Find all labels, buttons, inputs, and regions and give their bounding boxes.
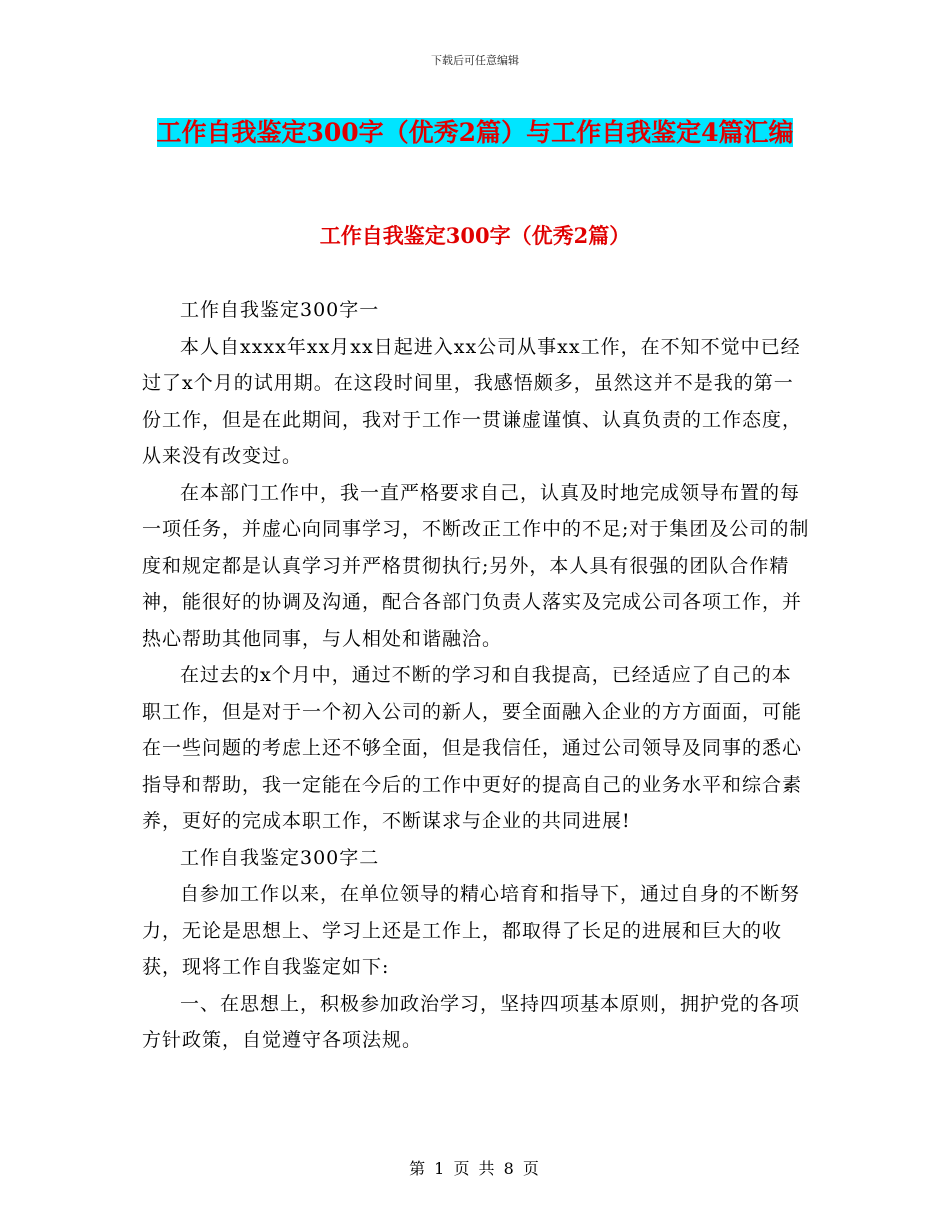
paragraph: 在过去的x个月中，通过不断的学习和自我提高，已经适应了自己的本职工作，但是对于一个初入公司的新人，要全面融入企业的方方面面，可能在一些问题的考虑上还不够全面，但是我信任，通过公司领导及同事的悉心指导和帮助，我一定能在今后的工作中更好的提高自己的业务水平和综合素养，更好的完成本职工作，不断谋求与企业的共同进展! — [142, 664, 803, 832]
subheading-two: 工作自我鉴定300字二 — [180, 846, 380, 869]
subheading-one: 工作自我鉴定300字一 — [180, 299, 380, 321]
page-number-footer: 第 1 页 共 8 页 — [409, 1159, 541, 1178]
document-title-text: 工作自我鉴定300字（优秀2篇）与工作自我鉴定4篇汇编 — [156, 118, 794, 147]
paragraph: 自参加工作以来，在单位领导的精心培育和指导下，通过自身的不断努力，无论是思想上、学习上还是工作上，都取得了长足的进展和巨大的收获，现将工作自我鉴定如下: — [142, 883, 801, 978]
header-note: 下载后可任意编辑 — [431, 54, 519, 67]
paragraph: 本人自xxxx年xx月xx日起进入xx公司从事xx工作，在不知不觉中已经过了x个月的试用期。在这段时间里，我感悟颇多，虽然这并不是我的第一份工作，但是在此期间，我对于工作一贯谦虚谨慎、认真负责的工作态度，从来没有改变过。 — [142, 335, 803, 467]
section-title: 工作自我鉴定300字（优秀2篇） — [319, 223, 631, 248]
paragraph: 在本部门工作中，我一直严格要求自己，认真及时地完成领导布置的每一项任务，并虚心向同事学习，不断改正工作中的不足;对于集团及公司的制度和规定都是认真学习并严格贯彻执行;另外，本人具有很强的团队合作精神，能很好的协调及沟通，配合各部门负责人落实及完成公司各项工作，并热心帮助其他同事，与人相处和谐融洽。 — [142, 481, 810, 650]
document-body — [142, 292, 810, 1059]
document-title — [150, 112, 800, 154]
paragraph: 一、在思想上，积极参加政治学习，坚持四项基本原则，拥护党的各项方针政策，自觉遵守各项法规。 — [142, 992, 801, 1051]
